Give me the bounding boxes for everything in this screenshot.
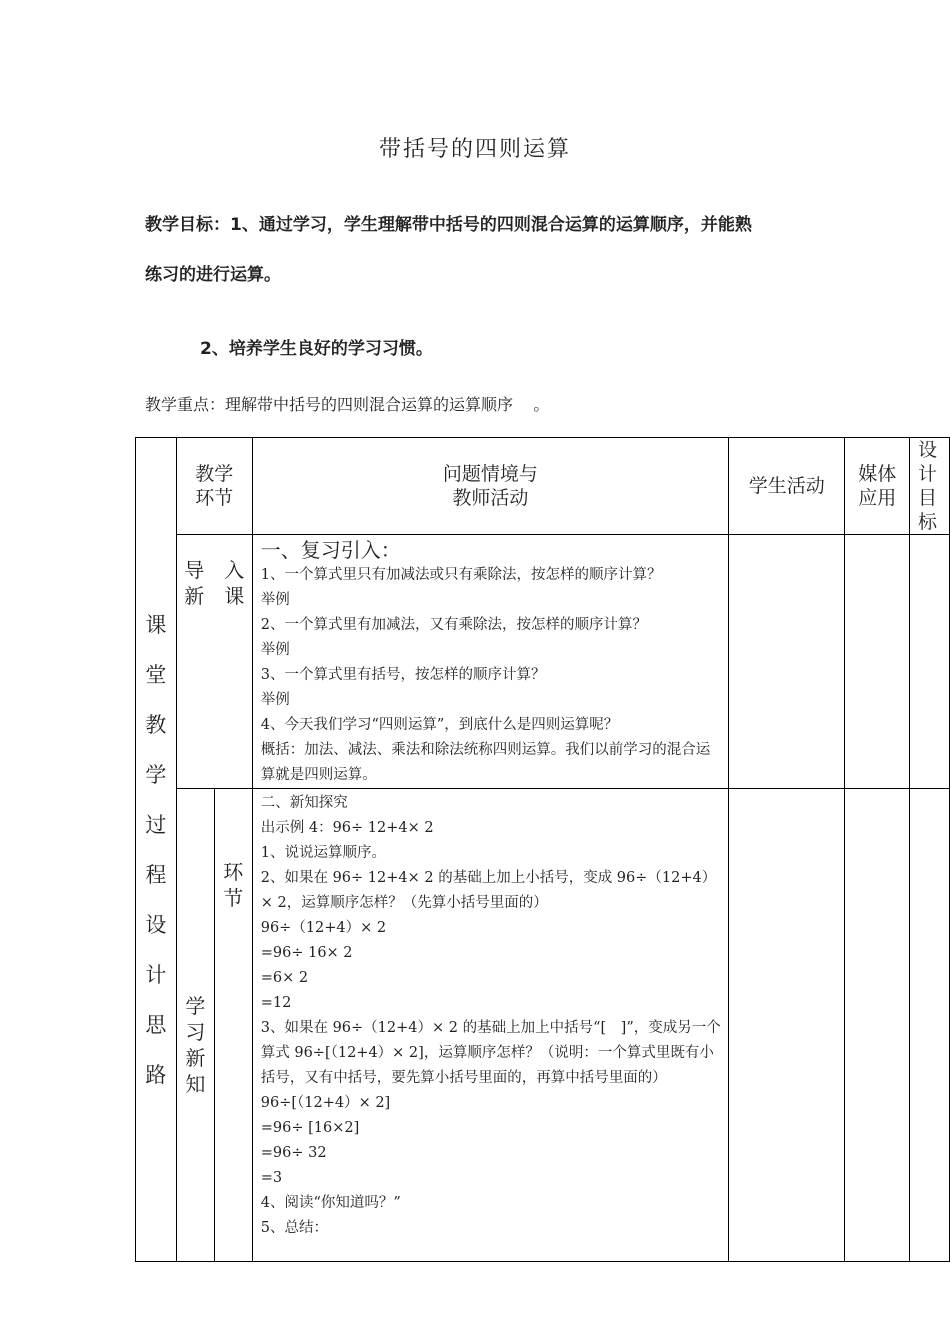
intro-line: 2、一个算式里有加减法，又有乘除法，按怎样的顺序计算？: [260, 617, 647, 633]
header-design-text: 设计 目标: [918, 439, 938, 533]
header-teacher-text: 问题情境与 教师活动: [442, 463, 538, 509]
intro-line: 举例: [260, 592, 290, 608]
intro-design-cell: [910, 535, 950, 789]
process-side-label: [136, 438, 177, 1262]
stage-new-knowledge: [176, 789, 214, 1262]
new-knowledge-design-cell: [910, 789, 950, 1262]
stage-new-knowledge-text: 学 习 新 知: [185, 994, 206, 1096]
new-knowledge-line: =3: [260, 1170, 283, 1186]
new-knowledge-line: =6× 2: [260, 970, 309, 986]
header-stage-text: 教学 环节: [195, 463, 234, 509]
stage-intro: [176, 535, 252, 789]
new-knowledge-line: 4、阅读“你知道吗？”: [260, 1195, 401, 1211]
intro-media-cell: [845, 535, 910, 789]
intro-line: 1、一个算式里只有加减法或只有乘除法，按怎样的顺序计算？: [260, 567, 662, 583]
intro-content: [252, 535, 728, 789]
new-knowledge-content: [252, 789, 728, 1262]
new-knowledge-line: =96÷ 16× 2: [260, 945, 353, 961]
new-knowledge-line: 96÷[（12+4）× 2]: [260, 1095, 391, 1111]
header-stage: [176, 438, 252, 535]
new-knowledge-media-cell: [845, 789, 910, 1262]
sub-stage-text: 环 节: [223, 860, 244, 910]
intro-line: 举例: [260, 692, 290, 708]
new-knowledge-line: 二、新知探究: [260, 795, 348, 811]
sub-stage: [214, 789, 252, 1262]
header-media: [845, 438, 910, 535]
lesson-plan-table: [135, 437, 950, 1262]
key-point: 教学重点：理解带中括号的四则混合运算的运算顺序 。: [145, 395, 550, 414]
new-knowledge-line: =96÷ 32: [260, 1145, 327, 1161]
header-design-goal: [910, 438, 950, 535]
new-knowledge-line: 2、如果在 96÷ 12+4× 2 的基础上加上小括号，变成 96÷（12+4）× 2，运算顺序怎样？（先算小括号里面的）: [260, 870, 717, 911]
stage-intro-text: 导 入 新 课: [184, 558, 245, 608]
new-knowledge-lines: [261, 791, 723, 1241]
objectives-line-1: 教学目标：1、通过学习，学生理解带中括号的四则混合运算的运算顺序，并能熟: [145, 215, 752, 235]
new-knowledge-line: 5、总结：: [260, 1220, 328, 1236]
new-knowledge-line: =12: [260, 995, 292, 1011]
intro-student-cell: [729, 535, 845, 789]
intro-heading: 一、复习引入：: [260, 538, 401, 562]
intro-line: 举例: [260, 642, 290, 658]
objectives-line-3: 2、培养学生良好的学习习惯。: [200, 339, 433, 359]
page-title: 带括号的四则运算: [378, 137, 571, 162]
intro-line: 4、今天我们学习“四则运算”，到底什么是四则运算呢？: [260, 717, 619, 733]
new-knowledge-line: 96÷（12+4）× 2: [260, 920, 387, 936]
new-knowledge-line: 1、说说运算顺序。: [260, 845, 386, 861]
header-media-text: 媒体 应用: [858, 463, 897, 509]
intro-line: 3、一个算式里有括号，按怎样的顺序计算？: [260, 667, 546, 683]
header-student-activity: [729, 438, 845, 535]
side-label-text: 课 堂 教 学 过 程 设 计 思 路: [145, 612, 167, 1087]
new-knowledge-line: 出示例 4：96÷ 12+4× 2: [260, 820, 434, 836]
objectives-line-2: 练习的进行运算。: [145, 265, 281, 285]
new-knowledge-line: 3、如果在 96÷（12+4）× 2 的基础上加上中括号“[ ]”，变成另一个算式 96÷[（12+4）× 2]，运算顺序怎样？（说明：一个算式里既有小括号，又有中括号，要先算小括号里面的，再算中括号里面的）: [260, 1020, 721, 1086]
header-teacher-activity: [252, 438, 728, 535]
new-knowledge-line: =96÷ [16×2]: [260, 1120, 360, 1136]
header-student-text: 学生活动: [748, 475, 825, 497]
intro-lines: [261, 563, 723, 788]
new-knowledge-student-cell: [729, 789, 845, 1262]
intro-line: 概括：加法、减法、乘法和除法统称四则运算。我们以前学习的混合运算就是四则运算。: [260, 742, 711, 783]
